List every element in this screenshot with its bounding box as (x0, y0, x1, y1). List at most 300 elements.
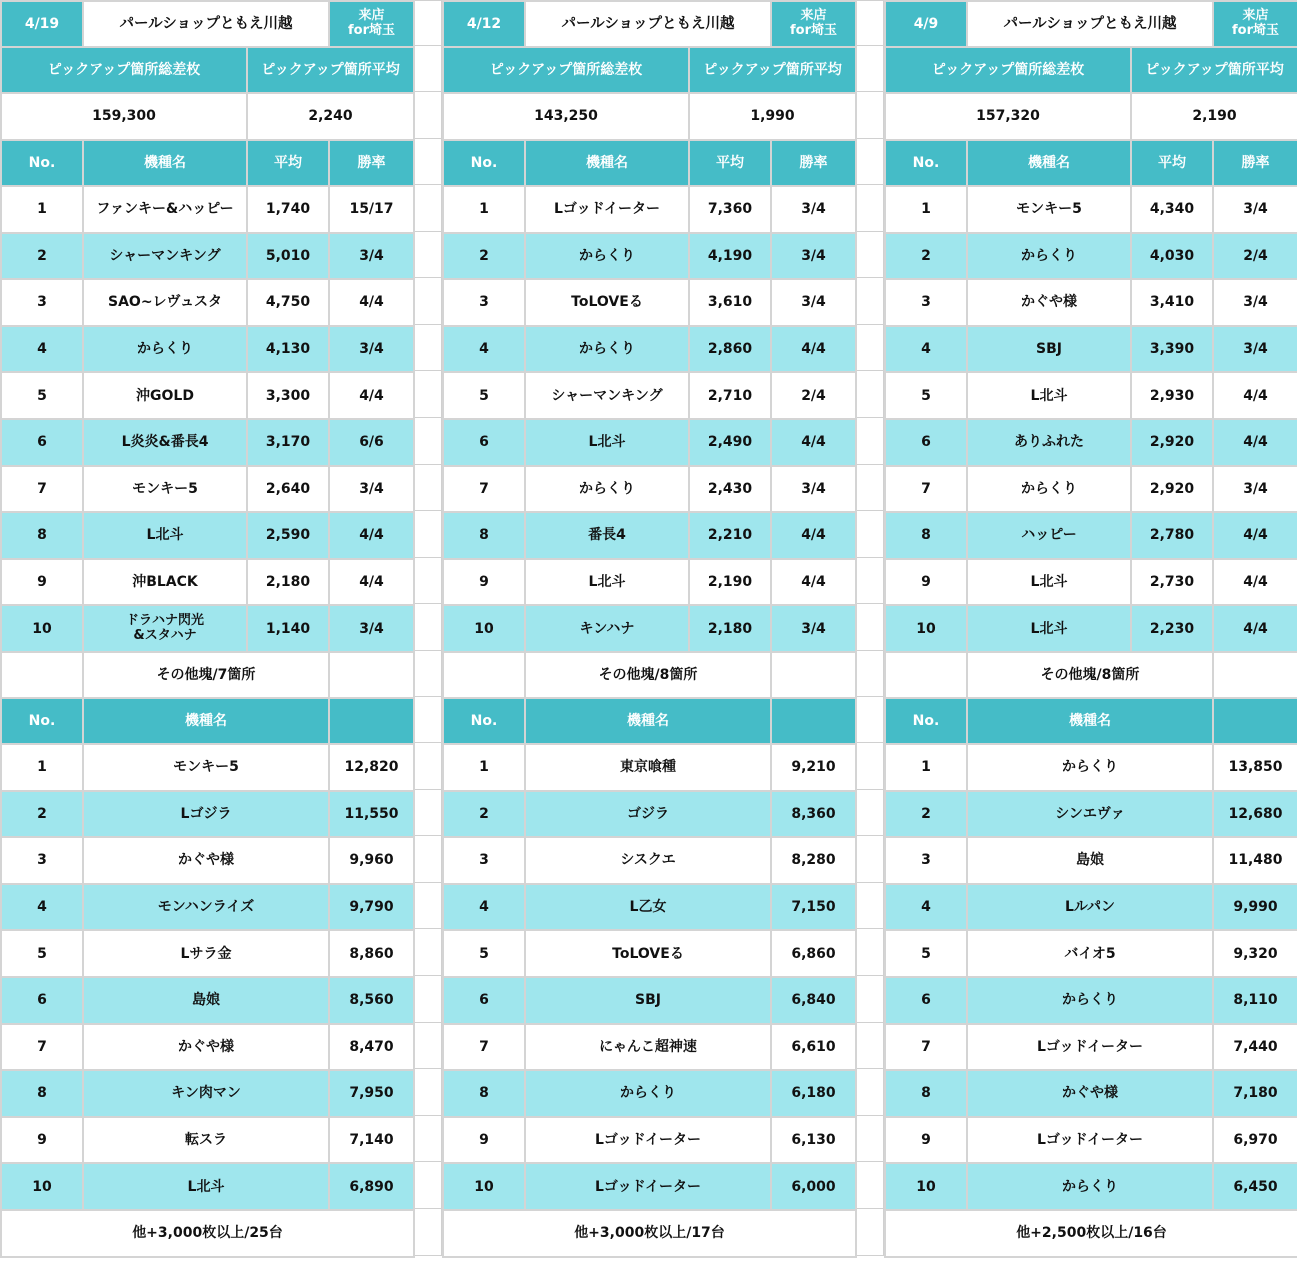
rank-no: 5 (885, 930, 967, 977)
rank-no: 7 (443, 466, 525, 513)
table-row (1, 744, 414, 791)
table-row (443, 512, 856, 559)
rank-no: 6 (1, 419, 83, 466)
rank-no: 5 (443, 372, 525, 419)
machine-name: L北斗 (967, 605, 1131, 652)
table-row (443, 466, 856, 513)
table-row (885, 837, 1297, 884)
total-diff-label: ピックアップ箇所総差枚 (443, 47, 689, 93)
diff-value: 9,320 (1213, 930, 1297, 977)
rank-no: 2 (885, 233, 967, 280)
machine-name: SAO~レヴュスタ (83, 279, 247, 326)
table-row (443, 930, 856, 977)
table-row (885, 605, 1297, 652)
diff-value: 11,550 (329, 791, 414, 838)
average-value: 1,140 (247, 605, 329, 652)
table-row (885, 279, 1297, 326)
col-header-average: 平均 (689, 140, 771, 186)
total-diff-label: ピックアップ箇所総差枚 (1, 47, 247, 93)
average-value: 4,750 (247, 279, 329, 326)
machine-name: 東京喰種 (525, 744, 771, 791)
rank-no: 10 (443, 605, 525, 652)
table-row (885, 1070, 1297, 1117)
diff-value: 9,790 (329, 884, 414, 931)
machine-name: L北斗 (967, 372, 1131, 419)
average-value: 1,740 (247, 186, 329, 233)
win-rate: 3/4 (329, 605, 414, 652)
machine-name: モンキー5 (83, 744, 329, 791)
visit-label (1213, 1, 1297, 47)
table-row (1, 977, 414, 1024)
table-row (885, 326, 1297, 373)
diff-value: 8,360 (771, 791, 856, 838)
average-value: 7,360 (689, 186, 771, 233)
table-row (885, 884, 1297, 931)
rank-no: 4 (443, 326, 525, 373)
machine-name: キン肉マン (83, 1070, 329, 1117)
table-row (885, 512, 1297, 559)
table-row (443, 884, 856, 931)
table-row (1, 884, 414, 931)
visit-line-2: for埼玉 (1232, 23, 1279, 38)
empty-cell (771, 652, 856, 698)
visit-line-1: 来店 (1242, 8, 1269, 24)
rank-no: 8 (443, 512, 525, 559)
average-value: 2,930 (1131, 372, 1213, 419)
col-header-machine: 機種名 (525, 698, 771, 744)
win-rate: 4/4 (1213, 372, 1297, 419)
rank-no: 5 (443, 930, 525, 977)
rank-no: 7 (885, 1024, 967, 1071)
average-value: 2,920 (1131, 419, 1213, 466)
rank-no: 9 (443, 1117, 525, 1164)
win-rate: 3/4 (771, 186, 856, 233)
empty-cell (885, 652, 967, 698)
other-lump-count: その他塊/8箇所 (967, 652, 1213, 698)
machine-name: モンキー5 (967, 186, 1131, 233)
table-row (885, 791, 1297, 838)
rank-no: 1 (885, 744, 967, 791)
table-row (885, 559, 1297, 606)
col-header-value (1213, 698, 1297, 744)
table-row (1, 605, 414, 652)
col-header-no: No. (1, 140, 83, 186)
rank-no: 1 (443, 744, 525, 791)
average-value: 3,610 (689, 279, 771, 326)
rank-no: 5 (1, 372, 83, 419)
average-value: 2,190 (689, 559, 771, 606)
average-value: 3,170 (247, 419, 329, 466)
machine-name: 沖BLACK (83, 559, 247, 606)
win-rate: 4/4 (329, 512, 414, 559)
rank-no: 4 (1, 884, 83, 931)
table-row (1, 791, 414, 838)
rank-no: 7 (1, 1024, 83, 1071)
rank-no: 6 (443, 419, 525, 466)
other-lump-count: その他塊/7箇所 (83, 652, 329, 698)
diff-value: 6,000 (771, 1163, 856, 1210)
col-header-no: No. (1, 698, 83, 744)
average-value: 2,430 (689, 466, 771, 513)
rank-no: 5 (885, 372, 967, 419)
machine-name: L炎炎&番長4 (83, 419, 247, 466)
diff-value: 7,150 (771, 884, 856, 931)
visit-line-1: 来店 (800, 8, 827, 24)
machine-name: からくり (967, 744, 1213, 791)
machine-name: ありふれた (967, 419, 1131, 466)
win-rate: 3/4 (1213, 326, 1297, 373)
machine-name: ファンキー&ハッピー (83, 186, 247, 233)
rank-no: 5 (1, 930, 83, 977)
date-cell: 4/19 (1, 1, 83, 47)
rank-no: 4 (443, 884, 525, 931)
machine-name: SBJ (967, 326, 1131, 373)
table-row (443, 1117, 856, 1164)
machine-name: かぐや様 (967, 1070, 1213, 1117)
table-row (885, 372, 1297, 419)
store-name: パールショップともえ川越 (83, 1, 329, 47)
rank-no: 7 (443, 1024, 525, 1071)
diff-value: 13,850 (1213, 744, 1297, 791)
table-row (885, 1117, 1297, 1164)
table-row (443, 744, 856, 791)
store-name: パールショップともえ川越 (525, 1, 771, 47)
average-value: 2,190 (1131, 93, 1297, 140)
table-row (443, 791, 856, 838)
visit-line-2: for埼玉 (348, 23, 395, 38)
col-header-machine: 機種名 (967, 140, 1131, 186)
average-value: 4,190 (689, 233, 771, 280)
table-row (885, 744, 1297, 791)
col-header-average: 平均 (247, 140, 329, 186)
rank-no: 1 (1, 186, 83, 233)
empty-cell (1, 652, 83, 698)
rank-no: 10 (1, 605, 83, 652)
panel-table (442, 0, 857, 1258)
table-row (443, 977, 856, 1024)
rank-no: 3 (885, 279, 967, 326)
col-header-win-rate: 勝率 (329, 140, 414, 186)
machine-name: L北斗 (83, 1163, 329, 1210)
win-rate: 4/4 (1213, 419, 1297, 466)
visit-label (329, 1, 414, 47)
rank-no: 10 (885, 1163, 967, 1210)
rank-no: 3 (443, 279, 525, 326)
table-row (1, 930, 414, 977)
win-rate: 3/4 (771, 279, 856, 326)
col-header-machine: 機種名 (525, 140, 689, 186)
average-value: 2,640 (247, 466, 329, 513)
machine-name: モンキー5 (83, 466, 247, 513)
machine-name: SBJ (525, 977, 771, 1024)
machine-name: かぐや様 (83, 1024, 329, 1071)
col-header-machine: 機種名 (83, 140, 247, 186)
store-name: パールショップともえ川越 (967, 1, 1213, 47)
average-value: 2,710 (689, 372, 771, 419)
table-row (1, 559, 414, 606)
rank-no: 6 (885, 977, 967, 1024)
footer-note: 他+3,000枚以上/25台 (1, 1210, 414, 1257)
machine-name: バイオ5 (967, 930, 1213, 977)
col-header-value (329, 698, 414, 744)
average-value: 5,010 (247, 233, 329, 280)
machine-name: ゴジラ (525, 791, 771, 838)
table-row (443, 559, 856, 606)
col-header-value (771, 698, 856, 744)
machine-name: L北斗 (525, 559, 689, 606)
table-row (443, 837, 856, 884)
panel-table (884, 0, 1297, 1258)
rank-no: 1 (885, 186, 967, 233)
diff-value: 6,840 (771, 977, 856, 1024)
win-rate: 4/4 (771, 512, 856, 559)
machine-name: Lルパン (967, 884, 1213, 931)
machine-name: からくり (967, 233, 1131, 280)
rank-no: 8 (885, 1070, 967, 1117)
table-row (885, 977, 1297, 1024)
table-row (885, 186, 1297, 233)
rank-no: 3 (1, 279, 83, 326)
machine-name: ドラハナ閃光 &スタハナ (83, 605, 247, 652)
table-row (1, 1163, 414, 1210)
rank-no: 10 (443, 1163, 525, 1210)
average-value: 2,240 (247, 93, 414, 140)
machine-name: Lゴッドイーター (967, 1117, 1213, 1164)
table-row (443, 279, 856, 326)
col-header-win-rate: 勝率 (1213, 140, 1297, 186)
average-value: 4,130 (247, 326, 329, 373)
rank-no: 8 (443, 1070, 525, 1117)
footer-note: 他+3,000枚以上/17台 (443, 1210, 856, 1257)
diff-value: 8,280 (771, 837, 856, 884)
win-rate: 4/4 (1213, 605, 1297, 652)
average-value: 2,590 (247, 512, 329, 559)
machine-name: 転スラ (83, 1117, 329, 1164)
table-row (1, 326, 414, 373)
machine-name: 沖GOLD (83, 372, 247, 419)
average-value: 4,340 (1131, 186, 1213, 233)
machine-name: ToLOVEる (525, 279, 689, 326)
rank-no: 3 (443, 837, 525, 884)
win-rate: 3/4 (329, 466, 414, 513)
average-value: 2,180 (247, 559, 329, 606)
col-header-no: No. (885, 140, 967, 186)
diff-value: 8,110 (1213, 977, 1297, 1024)
rank-no: 9 (1, 559, 83, 606)
average-value: 2,210 (689, 512, 771, 559)
machine-name: L乙女 (525, 884, 771, 931)
table-row (1, 1024, 414, 1071)
win-rate: 6/6 (329, 419, 414, 466)
machine-name: Lゴジラ (83, 791, 329, 838)
rank-no: 9 (1, 1117, 83, 1164)
diff-value: 9,210 (771, 744, 856, 791)
col-header-machine: 機種名 (83, 698, 329, 744)
machine-name: からくり (525, 233, 689, 280)
win-rate: 4/4 (1213, 559, 1297, 606)
rank-no: 7 (885, 466, 967, 513)
diff-value: 6,860 (771, 930, 856, 977)
visit-line-1: 来店 (358, 8, 385, 24)
table-row (1, 466, 414, 513)
average-value: 3,300 (247, 372, 329, 419)
rank-no: 10 (885, 605, 967, 652)
average-value: 2,780 (1131, 512, 1213, 559)
rank-no: 7 (1, 466, 83, 513)
machine-name: からくり (525, 466, 689, 513)
machine-name: ハッピー (967, 512, 1131, 559)
empty-cell (1213, 652, 1297, 698)
rank-no: 2 (443, 791, 525, 838)
table-row (1, 279, 414, 326)
table-row (1, 186, 414, 233)
machine-name: Lゴッドイーター (967, 1024, 1213, 1071)
average-label: ピックアップ箇所平均 (689, 47, 856, 93)
rank-no: 1 (443, 186, 525, 233)
machine-name: からくり (967, 466, 1131, 513)
win-rate: 4/4 (329, 279, 414, 326)
win-rate: 3/4 (329, 326, 414, 373)
diff-value: 6,610 (771, 1024, 856, 1071)
rank-no: 4 (885, 884, 967, 931)
table-row (1, 419, 414, 466)
machine-name: からくり (967, 977, 1213, 1024)
visit-line-2: for埼玉 (790, 23, 837, 38)
diff-value: 12,820 (329, 744, 414, 791)
win-rate: 4/4 (1213, 512, 1297, 559)
machine-name: 島娘 (967, 837, 1213, 884)
diff-value: 9,960 (329, 837, 414, 884)
average-label: ピックアップ箇所平均 (247, 47, 414, 93)
rank-no: 2 (1, 791, 83, 838)
win-rate: 3/4 (771, 233, 856, 280)
table-row (443, 326, 856, 373)
table-row (885, 233, 1297, 280)
rank-no: 1 (1, 744, 83, 791)
total-diff-label: ピックアップ箇所総差枚 (885, 47, 1131, 93)
rank-no: 3 (1, 837, 83, 884)
date-cell: 4/9 (885, 1, 967, 47)
table-row (1, 233, 414, 280)
machine-name: シャーマンキング (525, 372, 689, 419)
rank-no: 2 (443, 233, 525, 280)
diff-value: 8,470 (329, 1024, 414, 1071)
win-rate: 2/4 (771, 372, 856, 419)
total-diff-value: 157,320 (885, 93, 1131, 140)
table-row (885, 1163, 1297, 1210)
report-panel (442, 0, 855, 1262)
table-row (443, 372, 856, 419)
table-row (885, 1024, 1297, 1071)
machine-name: キンハナ (525, 605, 689, 652)
visit-label (771, 1, 856, 47)
diff-value: 6,130 (771, 1117, 856, 1164)
total-diff-value: 159,300 (1, 93, 247, 140)
win-rate: 3/4 (771, 605, 856, 652)
diff-value: 12,680 (1213, 791, 1297, 838)
machine-name: L北斗 (525, 419, 689, 466)
machine-name: モンハンライズ (83, 884, 329, 931)
diff-value: 7,140 (329, 1117, 414, 1164)
rank-no: 8 (1, 512, 83, 559)
win-rate: 3/4 (1213, 279, 1297, 326)
diff-value: 6,970 (1213, 1117, 1297, 1164)
average-value: 3,390 (1131, 326, 1213, 373)
machine-name: からくり (525, 326, 689, 373)
machine-name: シスクエ (525, 837, 771, 884)
table-row (443, 233, 856, 280)
diff-value: 7,180 (1213, 1070, 1297, 1117)
average-value: 2,920 (1131, 466, 1213, 513)
machine-name: シンエヴァ (967, 791, 1213, 838)
win-rate: 3/4 (1213, 466, 1297, 513)
win-rate: 4/4 (329, 559, 414, 606)
diff-value: 8,860 (329, 930, 414, 977)
win-rate: 3/4 (329, 233, 414, 280)
col-header-machine: 機種名 (967, 698, 1213, 744)
machine-name: ToLOVEる (525, 930, 771, 977)
col-header-no: No. (443, 698, 525, 744)
average-value: 3,410 (1131, 279, 1213, 326)
panel-table (0, 0, 415, 1258)
machine-name: かぐや様 (967, 279, 1131, 326)
win-rate: 4/4 (771, 559, 856, 606)
machine-name: 島娘 (83, 977, 329, 1024)
average-label: ピックアップ箇所平均 (1131, 47, 1297, 93)
diff-value: 9,990 (1213, 884, 1297, 931)
panel-separator (413, 0, 442, 1262)
table-row (1, 1117, 414, 1164)
rank-no: 4 (1, 326, 83, 373)
average-value: 2,230 (1131, 605, 1213, 652)
rank-no: 9 (443, 559, 525, 606)
machine-name: Lゴッドイーター (525, 1117, 771, 1164)
other-lump-count: その他塊/8箇所 (525, 652, 771, 698)
machine-name: Lゴッドイーター (525, 186, 689, 233)
machine-name: からくり (83, 326, 247, 373)
table-row (443, 605, 856, 652)
diff-value: 8,560 (329, 977, 414, 1024)
table-row (1, 372, 414, 419)
diff-value: 6,450 (1213, 1163, 1297, 1210)
diff-value: 7,950 (329, 1070, 414, 1117)
col-header-no: No. (443, 140, 525, 186)
win-rate: 4/4 (329, 372, 414, 419)
diff-value: 11,480 (1213, 837, 1297, 884)
report-panel (0, 0, 413, 1262)
col-header-average: 平均 (1131, 140, 1213, 186)
total-diff-value: 143,250 (443, 93, 689, 140)
machine-name: Lサラ金 (83, 930, 329, 977)
report-panel (884, 0, 1297, 1262)
table-row (885, 419, 1297, 466)
machine-name: L北斗 (83, 512, 247, 559)
panel-separator (855, 0, 884, 1262)
average-value: 2,860 (689, 326, 771, 373)
diff-value: 7,440 (1213, 1024, 1297, 1071)
machine-name: シャーマンキング (83, 233, 247, 280)
machine-name: Lゴッドイーター (525, 1163, 771, 1210)
col-header-no: No. (885, 698, 967, 744)
table-row (885, 466, 1297, 513)
diff-value: 6,890 (329, 1163, 414, 1210)
table-row (1, 837, 414, 884)
rank-no: 8 (885, 512, 967, 559)
win-rate: 3/4 (1213, 186, 1297, 233)
average-value: 2,180 (689, 605, 771, 652)
rank-no: 2 (885, 791, 967, 838)
rank-no: 6 (885, 419, 967, 466)
